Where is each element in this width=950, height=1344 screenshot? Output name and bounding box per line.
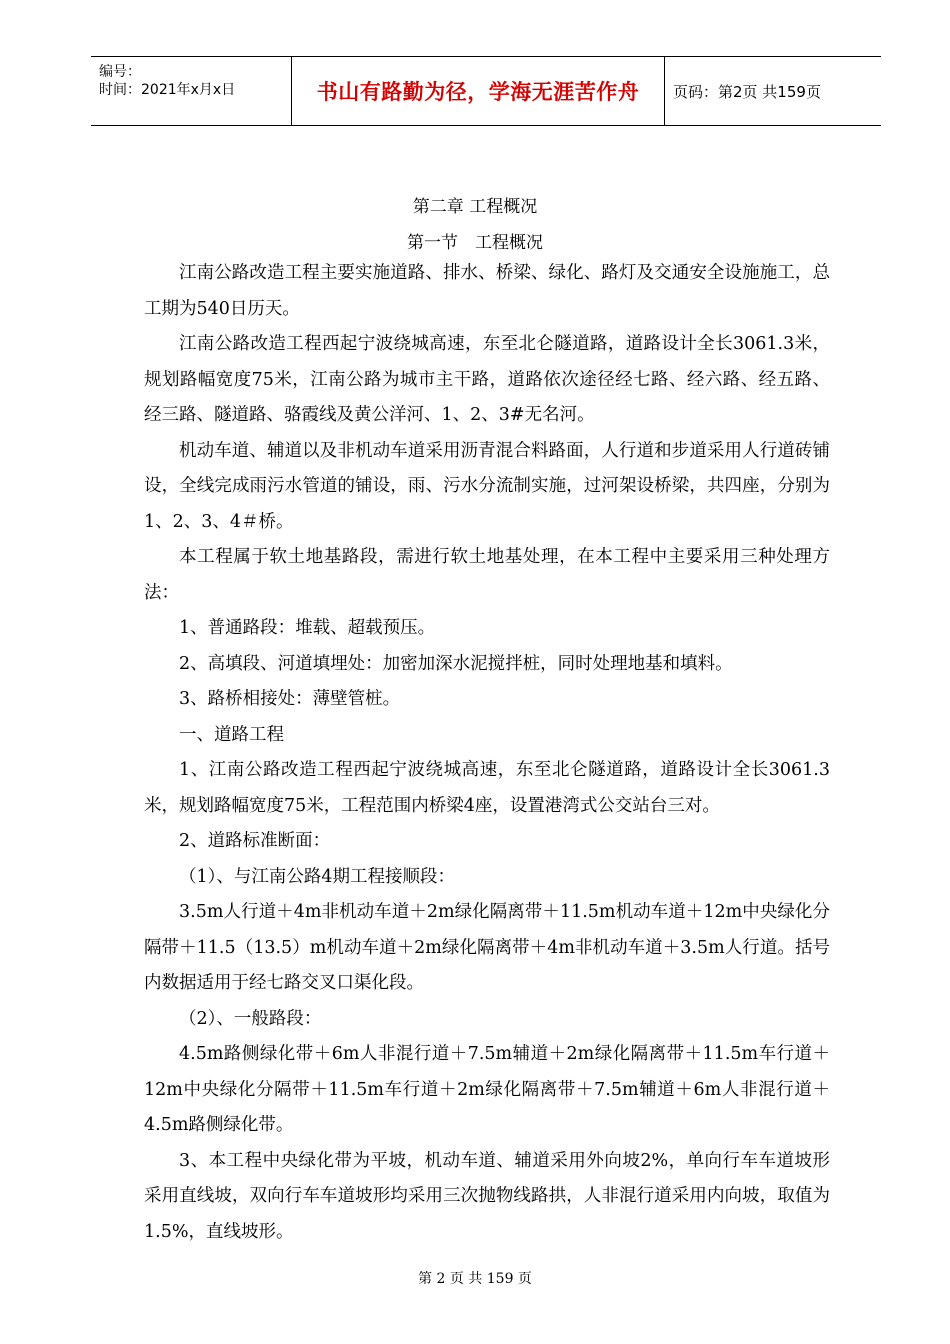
paragraph: 2、道路标准断面：: [179, 831, 331, 851]
paragraph: 江南公路改造工程西起宁波绕城高速，东至北仑隧道路，道路设计全长3061.3米，规划路幅宽度75米，江南公路为城市主干路，道路依次途径经七路、经六路、经五路、经三路、隧道路、骆霞线及黄公洋河、1、2、3#无名河。: [144, 334, 830, 425]
header-divider: [664, 57, 665, 125]
paragraph: 4.5m路侧绿化带＋6m人非混行道＋7.5m辅道＋2m绿化隔离带＋11.5m车行道＋12m中央绿化分隔带＋11.5m车行道＋2m绿化隔离带＋7.5m辅道＋6m人非混行道＋4.5m路侧绿化带。: [144, 1044, 830, 1135]
header-date: 时间：2021年x月x日: [99, 82, 236, 98]
paragraph: 机动车道、辅道以及非机动车道采用沥青混合料路面，人行道和步道采用人行道砖铺设，全线完成雨污水管道的铺设，雨、污水分流制实施，过河架设桥梁，共四座，分别为1、2、3、4＃桥。: [144, 440, 830, 532]
paragraph: 本工程属于软土地基路段，需进行软土地基处理，在本工程中主要采用三种处理方法：: [144, 547, 830, 603]
paragraph: 3.5m人行道＋4m非机动车道＋2m绿化隔离带＋11.5m机动车道＋12m中央绿化分隔带＋11.5（13.5）m机动车道＋2m绿化隔离带＋4m非机动车道＋3.5m人行道。括号内数据适用于经七路交叉口渠化段。: [144, 902, 830, 993]
section-heading: 一、道路工程: [179, 724, 284, 745]
section-title: 第一节 工程概况: [407, 233, 543, 253]
paragraph: 1、普通路段：堆载、超载预压。: [179, 618, 436, 638]
paragraph: 1、江南公路改造工程西起宁波绕城高速，东至北仑隧道路，道路设计全长3061.3米，规划路幅宽度75米，工程范围内桥梁4座，设置港湾式公交站台三对。: [144, 760, 830, 816]
paragraph: 3、本工程中央绿化带为平坡，机动车道、辅道采用外向坡2%，单向行车车道坡形采用直线坡，双向行车车道坡形均采用三次抛物线路拱，人非混行道采用内向坡，取值为1.5%，直线坡形。: [144, 1150, 830, 1242]
header-serial-label: 编号：: [99, 64, 141, 80]
paragraph: （1）、与江南公路4期工程接顺段：: [179, 866, 456, 887]
header-page-info: 页码：第2页 共159页: [673, 83, 821, 101]
paragraph: 江南公路改造工程主要实施道路、排水、桥梁、绿化、路灯及交通安全设施施工，总工期为540日历天。: [144, 263, 830, 319]
page-header: [91, 56, 881, 126]
paragraph: 2、高填段、河道填埋处：加密加深水泥搅拌桩，同时处理地基和填料。: [179, 653, 733, 674]
paragraph: 3、路桥相接处：薄壁管桩。: [179, 689, 401, 709]
header-motto: 书山有路勤为径，学海无涯苦作舟: [316, 80, 640, 104]
chapter-title: 第二章 工程概况: [412, 197, 538, 217]
page-footer: 第 2 页 共 159 页: [418, 1271, 532, 1287]
document-body: [144, 256, 830, 1250]
header-meta: [99, 63, 289, 99]
paragraph: （2）、一般路段：: [179, 1008, 322, 1029]
